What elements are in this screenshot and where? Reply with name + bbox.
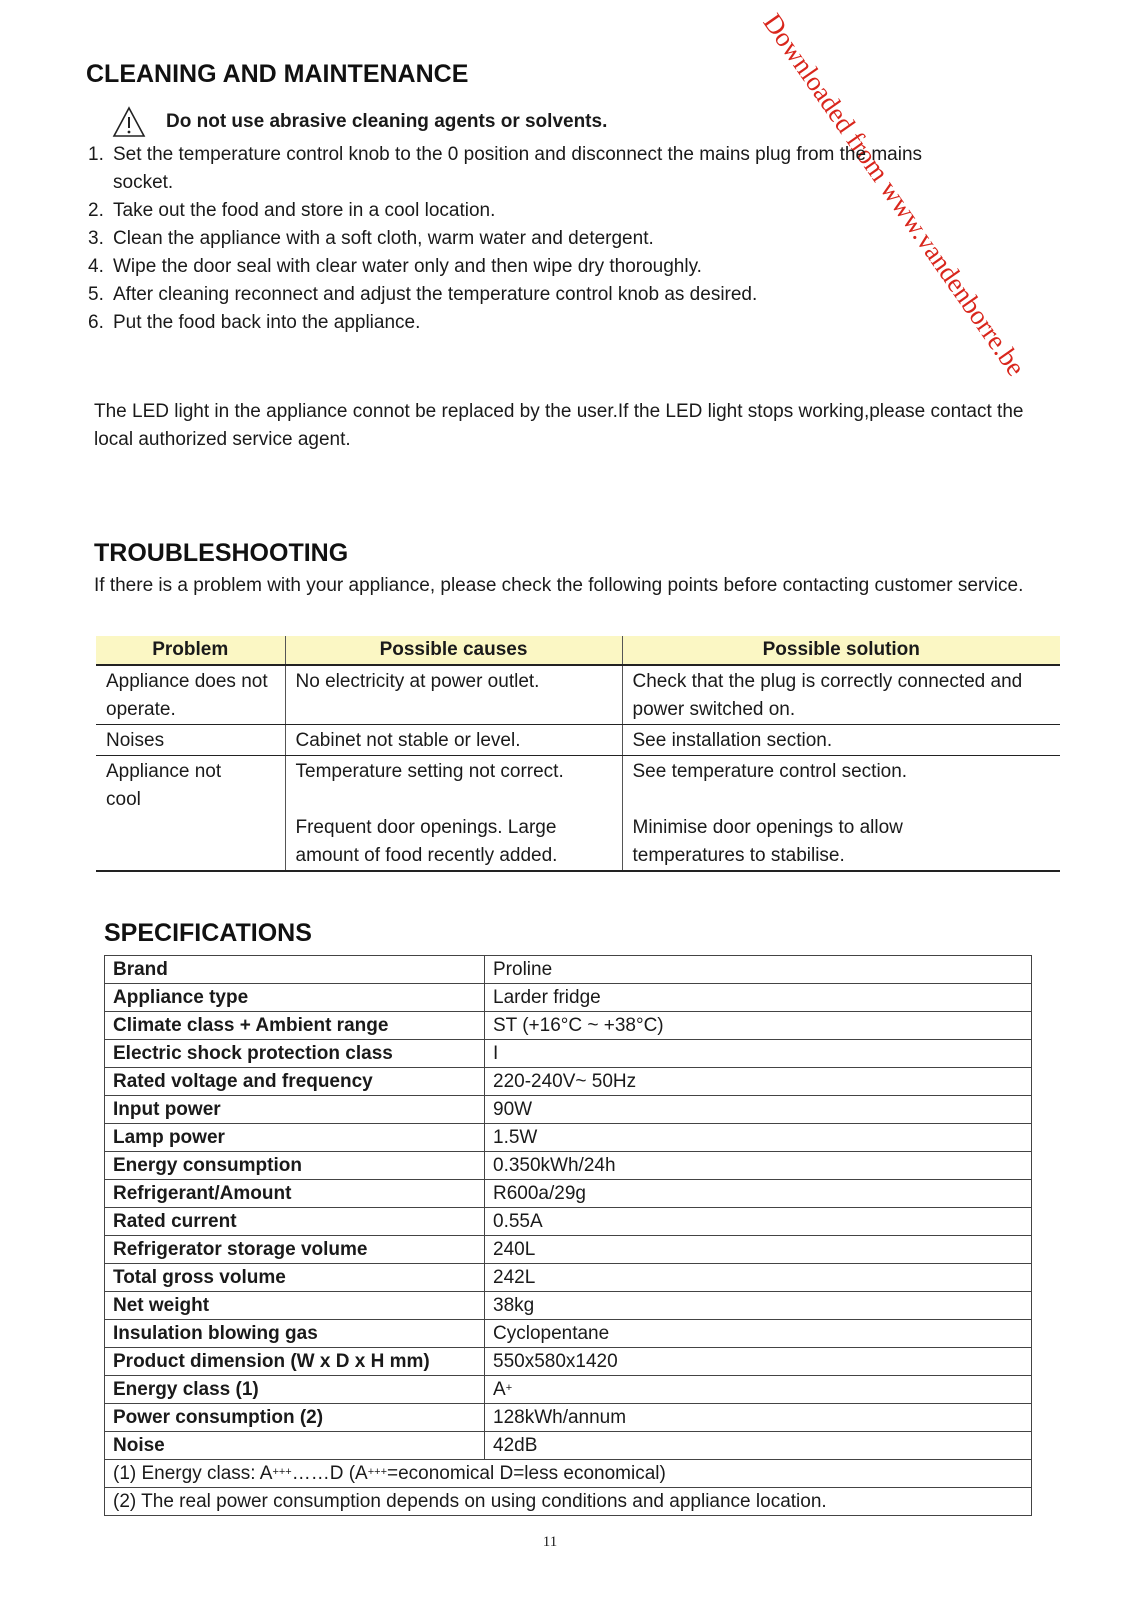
spec-value: 90W bbox=[485, 1096, 1032, 1124]
table-row bbox=[105, 1208, 1032, 1236]
list-item: 2. Take out the food and store in a cool location. bbox=[88, 200, 496, 221]
download-watermark: Downloaded from www.vandenborre.be bbox=[757, 8, 1032, 382]
table-row bbox=[105, 1040, 1032, 1068]
list-item: 5. After cleaning reconnect and adjust the temperature control knob as desired. bbox=[88, 284, 758, 305]
spec-key: Noise bbox=[105, 1432, 485, 1460]
table-row bbox=[105, 1068, 1032, 1096]
spec-key: Climate class + Ambient range bbox=[105, 1012, 485, 1040]
spec-key: Product dimension (W x D x H mm) bbox=[105, 1348, 485, 1376]
table-row bbox=[105, 956, 1032, 984]
header-solution: Possible solution bbox=[622, 636, 1060, 665]
spec-value: 220-240V~ 50Hz bbox=[485, 1068, 1032, 1096]
spec-key: Energy class (1) bbox=[105, 1376, 485, 1404]
cause-cell: Temperature setting not correct. Frequent door openings. Large amount of food recently added. bbox=[285, 756, 622, 872]
list-item: 3. Clean the appliance with a soft cloth, warm water and detergent. bbox=[88, 228, 654, 249]
table-row bbox=[105, 1404, 1032, 1432]
spec-key: Rated voltage and frequency bbox=[105, 1068, 485, 1096]
cleaning-title: CLEANING AND MAINTENANCE bbox=[86, 60, 469, 88]
spec-key: Power consumption (2) bbox=[105, 1404, 485, 1432]
table-row bbox=[105, 984, 1032, 1012]
table-row bbox=[105, 1320, 1032, 1348]
table-row bbox=[105, 1180, 1032, 1208]
troubleshooting-table bbox=[96, 636, 1060, 872]
spec-value: R600a/29g bbox=[485, 1180, 1032, 1208]
spec-value: Cyclopentane bbox=[485, 1320, 1032, 1348]
warning-text: Do not use abrasive cleaning agents or solvents. bbox=[166, 111, 608, 132]
list-item: 1. Set the temperature control knob to the 0 position and disconnect the mains plug from the mains socket. bbox=[88, 144, 923, 193]
spec-value: 42dB bbox=[485, 1432, 1032, 1460]
spec-key: Input power bbox=[105, 1096, 485, 1124]
table-row bbox=[96, 725, 1060, 756]
spec-value: Proline bbox=[485, 956, 1032, 984]
led-note: The LED light in the appliance connot be replaced by the user.If the LED light stops working,please contact the local authorized service agent. bbox=[94, 401, 1024, 450]
spec-key: Net weight bbox=[105, 1292, 485, 1320]
spec-key: Refrigerant/Amount bbox=[105, 1180, 485, 1208]
table-row bbox=[105, 1460, 1032, 1488]
troubleshooting-intro: If there is a problem with your appliance, please check the following points before contacting customer service. bbox=[94, 575, 1024, 596]
spec-key: Insulation blowing gas bbox=[105, 1320, 485, 1348]
spec-value: A+ bbox=[485, 1376, 1032, 1404]
spec-key: Refrigerator storage volume bbox=[105, 1236, 485, 1264]
spec-key: Brand bbox=[105, 956, 485, 984]
spec-key: Total gross volume bbox=[105, 1264, 485, 1292]
specifications-table bbox=[104, 955, 1032, 1516]
table-row bbox=[105, 1264, 1032, 1292]
specifications-title: SPECIFICATIONS bbox=[104, 919, 312, 947]
table-row bbox=[105, 1488, 1032, 1516]
cleaning-steps bbox=[88, 141, 1028, 337]
table-header-row bbox=[96, 636, 1060, 665]
spec-value: 128kWh/annum bbox=[485, 1404, 1032, 1432]
spec-key: Electric shock protection class bbox=[105, 1040, 485, 1068]
header-problem: Problem bbox=[96, 636, 285, 665]
table-row bbox=[105, 1124, 1032, 1152]
problem-cell: Appliance does not operate. bbox=[96, 665, 285, 725]
header-causes: Possible causes bbox=[285, 636, 622, 665]
page-number: 11 bbox=[542, 1534, 558, 1550]
table-row bbox=[105, 1152, 1032, 1180]
note-power-consumption: (2) The real power consumption depends on using conditions and appliance location. bbox=[105, 1488, 1032, 1516]
problem-cell: Appliance not cool bbox=[96, 756, 285, 872]
table-row bbox=[105, 1432, 1032, 1460]
spec-value: Larder fridge bbox=[485, 984, 1032, 1012]
table-row bbox=[105, 1012, 1032, 1040]
spec-value: 550x580x1420 bbox=[485, 1348, 1032, 1376]
table-row bbox=[96, 756, 1060, 872]
spec-value: 0.55A bbox=[485, 1208, 1032, 1236]
spec-key: Energy consumption bbox=[105, 1152, 485, 1180]
warning-triangle-icon bbox=[112, 106, 146, 138]
table-row bbox=[96, 665, 1060, 725]
spec-value: 38kg bbox=[485, 1292, 1032, 1320]
warning-row bbox=[112, 104, 607, 140]
spec-value: 1.5W bbox=[485, 1124, 1032, 1152]
list-item: 6. Put the food back into the appliance. bbox=[88, 312, 421, 333]
table-row bbox=[105, 1096, 1032, 1124]
troubleshooting-title: TROUBLESHOOTING bbox=[94, 539, 349, 567]
problem-cell: Noises bbox=[96, 725, 285, 756]
spec-key: Lamp power bbox=[105, 1124, 485, 1152]
table-row bbox=[105, 1236, 1032, 1264]
note-energy-class: (1) Energy class: A+++……D (A+++=economical D=less economical) bbox=[105, 1460, 1032, 1488]
solution-cell: See installation section. bbox=[622, 725, 1060, 756]
spec-value: 0.350kWh/24h bbox=[485, 1152, 1032, 1180]
solution-cell: Check that the plug is correctly connected and power switched on. bbox=[622, 665, 1060, 725]
spec-value: ST (+16°C ~ +38°C) bbox=[485, 1012, 1032, 1040]
table-row bbox=[105, 1348, 1032, 1376]
cause-cell: No electricity at power outlet. bbox=[285, 665, 622, 725]
solution-cell: See temperature control section. Minimise door openings to allow temperatures to stabilise. bbox=[622, 756, 1060, 872]
spec-key: Rated current bbox=[105, 1208, 485, 1236]
cause-cell: Cabinet not stable or level. bbox=[285, 725, 622, 756]
spec-value: 242L bbox=[485, 1264, 1032, 1292]
table-row bbox=[105, 1376, 1032, 1404]
list-item: 4. Wipe the door seal with clear water only and then wipe dry thoroughly. bbox=[88, 256, 702, 277]
table-row bbox=[105, 1292, 1032, 1320]
spec-value: I bbox=[485, 1040, 1032, 1068]
spec-value: 240L bbox=[485, 1236, 1032, 1264]
spec-key: Appliance type bbox=[105, 984, 485, 1012]
